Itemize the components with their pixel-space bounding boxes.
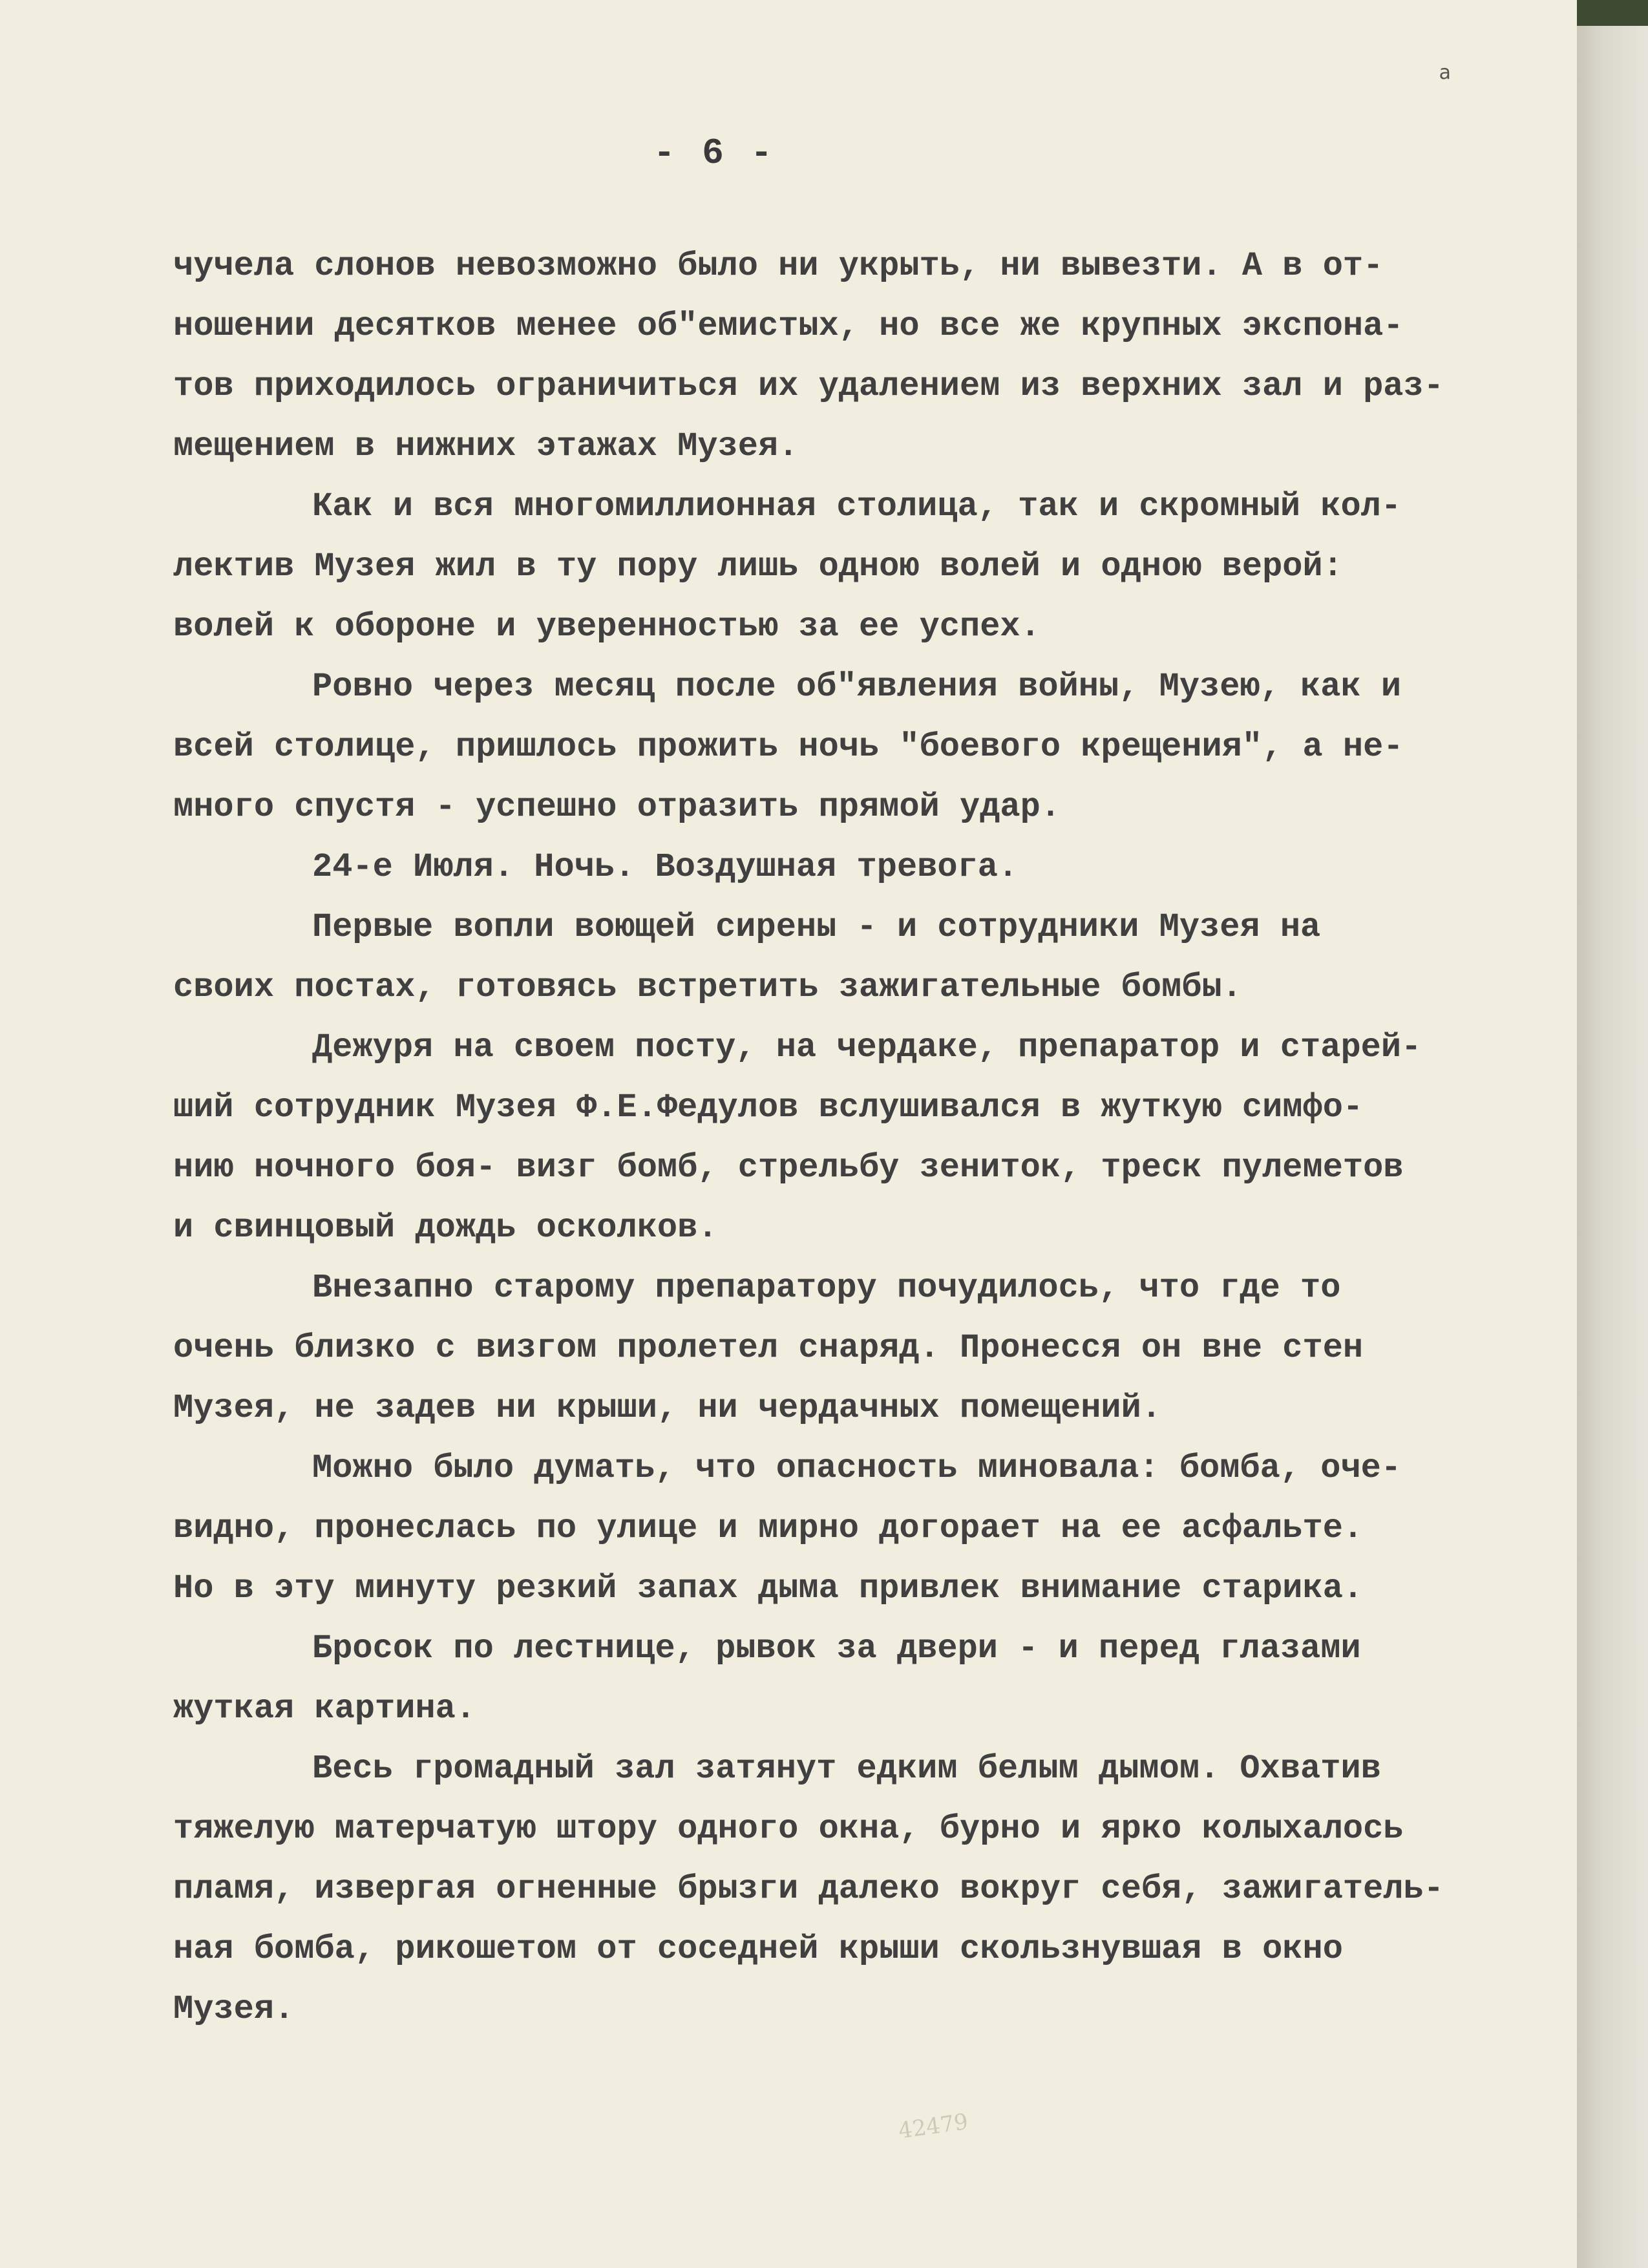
text-line: чучела слонов невозможно было ни укрыть, ни вывезти. А в от-: [173, 247, 1384, 285]
corner-pencil-mark: a: [1439, 61, 1451, 84]
text-line: Внезапно старому препаратору почудилось, что где то: [312, 1269, 1341, 1307]
text-line: Весь громадный зал затянут едким белым дымом. Охватив: [312, 1750, 1381, 1788]
text-line: Можно было думать, что опасность миновала: бомба, оче-: [312, 1449, 1402, 1487]
scan-background-edge: [1577, 0, 1648, 2268]
text-line: волей к обороне и уверенностью за ее успех.: [173, 608, 1041, 646]
paragraph: [173, 1618, 1524, 1739]
archive-stamp: 42479: [896, 2108, 970, 2145]
paragraph: [173, 1739, 1524, 2039]
text-line: ношении десятков менее об"емистых, но все же крупных экспона-: [173, 307, 1404, 345]
text-line: ший сотрудник Музея Ф.Е.Федулов вслушивался в жуткую симфо-: [173, 1088, 1364, 1127]
text-line: видно, пронеслась по улице и мирно догорает на ее асфальте.: [173, 1509, 1364, 1547]
text-line: лектив Музея жил в ту пору лишь одною волей и одною верой:: [173, 547, 1343, 586]
page-number: - 6 -: [653, 132, 776, 174]
paragraph: [173, 1258, 1524, 1438]
text-line: ная бомба, рикошетом от соседней крыши скользнувшая в окно: [173, 1930, 1343, 1968]
paragraph: [173, 657, 1524, 837]
text-line: Музея, не задев ни крыши, ни чердачных помещений.: [173, 1389, 1162, 1427]
paragraph: [173, 897, 1524, 1017]
text-line: Но в эту минуту резкий запах дыма привлек внимание старика.: [173, 1569, 1364, 1607]
text-line: тов приходилось ограничиться их удалением из верхних зал и раз-: [173, 367, 1444, 405]
text-line: нию ночного боя- визг бомб, стрельбу зениток, треск пулеметов: [173, 1149, 1404, 1187]
paragraph: [173, 837, 1524, 897]
body-text: [173, 236, 1524, 2039]
text-line: пламя, извергая огненные брызги далеко вокруг себя, зажигатель-: [173, 1870, 1444, 1908]
text-line: Бросок по лестнице, рывок за двери - и перед глазами: [312, 1629, 1361, 1668]
text-line: Музея.: [173, 1990, 295, 2028]
text-line: своих постах, готовясь встретить зажигательные бомбы.: [173, 968, 1242, 1006]
text-line: всей столице, пришлось прожить ночь "боевого крещения", а не-: [173, 728, 1404, 766]
paragraph: [173, 236, 1524, 476]
text-line: 24-е Июля. Ночь. Воздушная тревога.: [312, 848, 1019, 886]
paragraph: [173, 476, 1524, 657]
text-line: Как и вся многомиллионная столица, так и скромный кол-: [312, 487, 1402, 525]
text-line: Дежуря на своем посту, на чердаке, препаратор и старей-: [312, 1028, 1422, 1066]
scan-background-corner: [1577, 0, 1648, 26]
paragraph: [173, 1438, 1524, 1618]
text-line: и свинцовый дождь осколков.: [173, 1209, 718, 1247]
text-line: Первые вопли воющей сирены - и сотрудники Музея на: [312, 908, 1321, 946]
text-line: жуткая картина.: [173, 1690, 476, 1728]
text-line: мещением в нижних этажах Музея.: [173, 427, 799, 465]
text-line: тяжелую матерчатую штору одного окна, бурно и ярко колыхалось: [173, 1810, 1404, 1848]
paragraph: [173, 1017, 1524, 1258]
text-line: Ровно через месяц после об"явления войны, Музею, как и: [312, 668, 1402, 706]
text-line: много спустя - успешно отразить прямой удар.: [173, 788, 1061, 826]
text-line: очень близко с визгом пролетел снаряд. Пронесся он вне стен: [173, 1329, 1364, 1367]
